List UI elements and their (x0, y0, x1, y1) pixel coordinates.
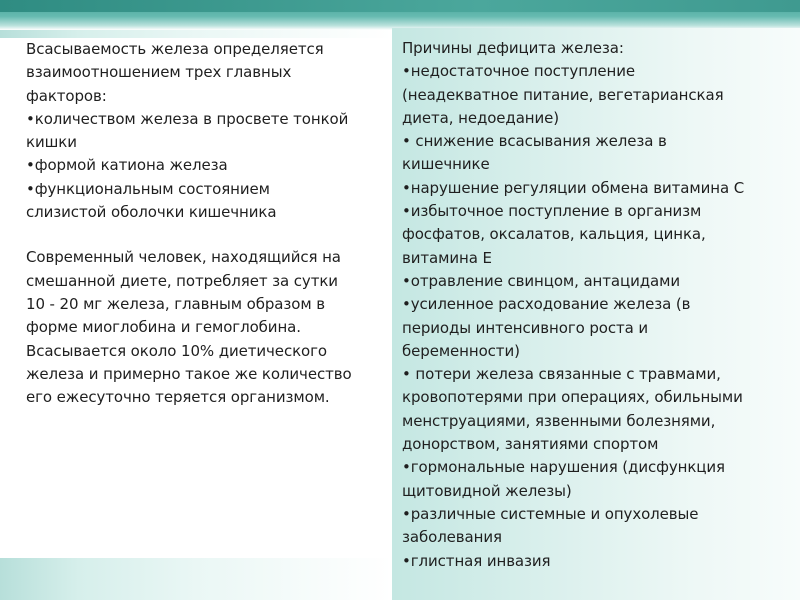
list-item (402, 550, 794, 573)
list-item-line: • потери железа связанные с травмами, (402, 365, 721, 384)
list-item-line: донорством, занятиями спортом (402, 435, 659, 454)
list-item (402, 270, 794, 293)
paragraph-line: Современный человек, находящийся на (26, 248, 341, 267)
list-item-line: заболевания (402, 528, 502, 547)
list-item (402, 363, 794, 456)
paragraph-line: смешанной диете, потребляет за сутки (26, 271, 338, 290)
list-item-line: фосфатов, оксалатов, кальция, цинка, (402, 225, 706, 244)
list-item (26, 154, 386, 177)
list-item-line: •усиленное расходование железа (в (402, 295, 691, 314)
list-item-line: кровопотерями при операциях, обильными (402, 388, 743, 407)
list-item-line: беременности) (402, 341, 520, 360)
list-item-line: • снижение всасывания железа в (402, 132, 667, 151)
header-band (0, 0, 800, 30)
left-column (0, 38, 392, 558)
list-item-line: слизистой оболочки кишечника (26, 203, 277, 222)
list-item-line: щитовидной железы) (402, 481, 572, 500)
list-item-line: •недостаточное поступление (402, 62, 636, 81)
list-item (26, 178, 386, 225)
list-item (402, 200, 794, 270)
intro-line: взаимоотношением трех главных (26, 63, 292, 82)
list-item-line: •количеством железа в просвете тонкой (26, 109, 349, 128)
paragraph-line: форме миоглобина и гемоглобина. (26, 318, 301, 337)
paragraph-line: железа и примерно такое же количество (26, 364, 352, 383)
intro-text (26, 38, 386, 108)
list-item (402, 60, 794, 130)
paragraph-gap (26, 224, 386, 246)
diet-paragraph (26, 246, 386, 409)
list-item (402, 130, 794, 177)
paragraph-line: 10 - 20 мг железа, главным образом в (26, 294, 325, 313)
list-item (26, 108, 386, 155)
causes-title: Причины дефицита железа: (402, 39, 624, 57)
list-item-line: диета, недоедание) (402, 108, 560, 127)
list-item-line: •избыточное поступление в организм (402, 202, 702, 221)
list-item-line: •глистная инвазия (402, 551, 551, 570)
list-item (402, 456, 794, 503)
list-item-line: кишечнике (402, 155, 490, 174)
list-item-line: •гормональные нарушения (дисфункция (402, 458, 725, 477)
intro-line: факторов: (26, 86, 107, 105)
intro-line: Всасываемость железа определяется (26, 40, 324, 58)
factor-list (26, 108, 386, 224)
list-item-line: •нарушение регуляции обмена витамина С (402, 178, 745, 197)
list-item-line: •функциональным состоянием (26, 179, 270, 198)
list-item (402, 503, 794, 550)
list-item (402, 293, 794, 363)
list-item-line: •формой катиона железа (26, 156, 228, 175)
list-item-line: (неадекватное питание, вегетарианская (402, 85, 724, 104)
causes-list (402, 60, 794, 573)
list-item-line: •различные системные и опухолевые (402, 504, 699, 523)
paragraph-line: его ежесуточно теряется организмом. (26, 388, 330, 407)
list-item-line: •отравление свинцом, антацидами (402, 271, 680, 290)
right-column (392, 28, 800, 600)
list-item-line: витамина Е (402, 248, 492, 267)
paragraph-line: Всасывается около 10% диетического (26, 341, 327, 360)
list-item-line: кишки (26, 133, 77, 152)
header-band-dark (0, 0, 800, 12)
list-item-line: менструациями, язвенными болезнями, (402, 411, 716, 430)
list-item (402, 177, 794, 200)
list-item-line: периоды интенсивного роста и (402, 318, 649, 337)
